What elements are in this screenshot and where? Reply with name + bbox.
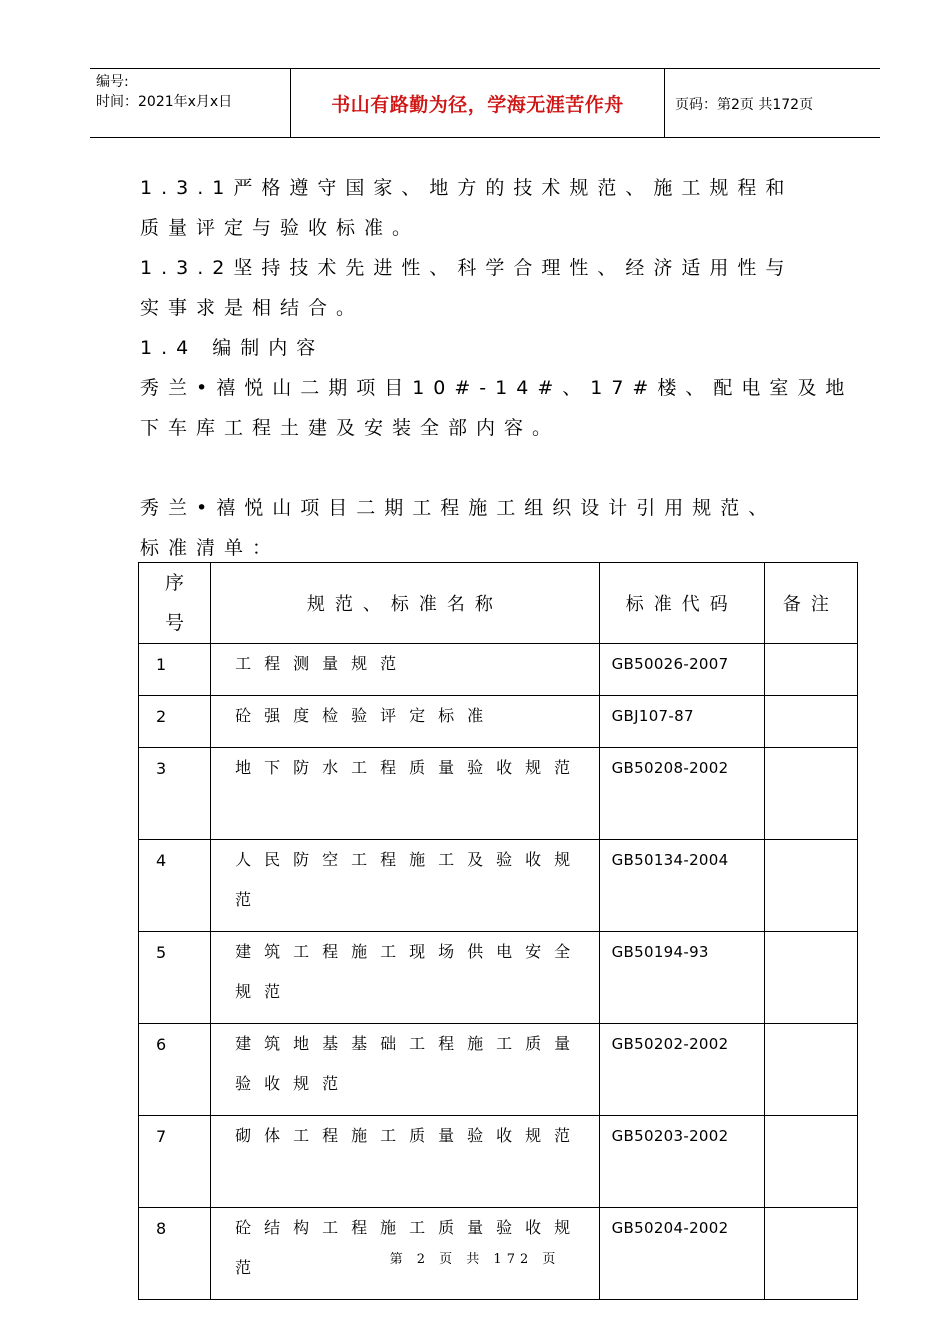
page-header: [90, 68, 880, 138]
page-footer: 第 2 页 共 172 页: [389, 1252, 561, 1267]
row-note: [764, 932, 857, 1024]
row-code: GB50202-2002: [599, 1024, 764, 1116]
number-label: 编号:: [96, 74, 129, 90]
section-heading: 1.4 编制内容: [140, 337, 325, 359]
row-note: [764, 644, 857, 696]
slogan: 书山有路勤为径，学海无涯苦作舟: [331, 94, 624, 116]
header-page-cell: [665, 69, 880, 137]
row-no: 3: [139, 748, 211, 840]
table-row: [139, 932, 858, 1024]
row-no: 1: [139, 644, 211, 696]
header-no: 序号: [139, 563, 211, 644]
row-no: 6: [139, 1024, 211, 1116]
row-no: 8: [139, 1208, 211, 1300]
header-note: 备注: [764, 563, 857, 644]
header-meta-cell: [90, 69, 290, 137]
row-code: GB50203-2002: [599, 1116, 764, 1208]
text-line-1: 1.3.1严格遵守国家、地方的技术规范、施工规程和: [140, 177, 794, 199]
text-line-2: 质量评定与验收标准。: [140, 217, 421, 239]
text-line-3: 1.3.2坚持技术先进性、科学合理性、经济适用性与: [140, 257, 794, 279]
row-code: GB50204-2002: [599, 1208, 764, 1300]
row-note: [764, 748, 857, 840]
row-code: GB50208-2002: [599, 748, 764, 840]
row-code: GB50194-93: [599, 932, 764, 1024]
table-row: [139, 644, 858, 696]
table-row: [139, 1116, 858, 1208]
table-row: [139, 696, 858, 748]
page-info: 页码：第2页 共172页: [675, 97, 814, 113]
standards-table: [138, 562, 858, 1300]
row-note: [764, 1116, 857, 1208]
text-line-4: 实事求是相结合。: [140, 297, 365, 319]
row-code: GB50026-2007: [599, 644, 764, 696]
header-name: 规范、标准名称: [211, 563, 600, 644]
row-name: 建筑地基基础工程施工质量验收规范: [211, 1024, 600, 1116]
header-slogan-cell: [290, 69, 665, 137]
row-no: 4: [139, 840, 211, 932]
text-line-9: 标准清单：: [140, 537, 281, 559]
text-line-6: 秀兰•禧悦山二期项目10#-14#、17#楼、配电室及地: [140, 377, 854, 399]
row-name: 地下防水工程质量验收规范: [211, 748, 600, 840]
row-name: 砼结构工程施工质量验收规范: [211, 1208, 600, 1300]
row-name: 砼强度检验评定标准: [211, 696, 600, 748]
text-line-7: 下车库工程土建及安装全部内容。: [140, 417, 561, 439]
row-name: 建筑工程施工现场供电安全规范: [211, 932, 600, 1024]
table-row: [139, 1024, 858, 1116]
table-row: [139, 748, 858, 840]
table-header-row: [139, 563, 858, 644]
row-code: GBJ107-87: [599, 696, 764, 748]
row-name: 工程测量规范: [211, 644, 600, 696]
row-name: 砌体工程施工质量验收规范: [211, 1116, 600, 1208]
header-code: 标准代码: [599, 563, 764, 644]
row-note: [764, 696, 857, 748]
row-note: [764, 1024, 857, 1116]
text-line-8: 秀兰•禧悦山项目二期工程施工组织设计引用规范、: [140, 497, 777, 519]
row-no: 5: [139, 932, 211, 1024]
row-code: GB50134-2004: [599, 840, 764, 932]
row-name: 人民防空工程施工及验收规范: [211, 840, 600, 932]
table-row: [139, 840, 858, 932]
row-no: 7: [139, 1116, 211, 1208]
row-no: 2: [139, 696, 211, 748]
time-label: 时间：2021年x月x日: [96, 94, 233, 110]
row-note: [764, 840, 857, 932]
